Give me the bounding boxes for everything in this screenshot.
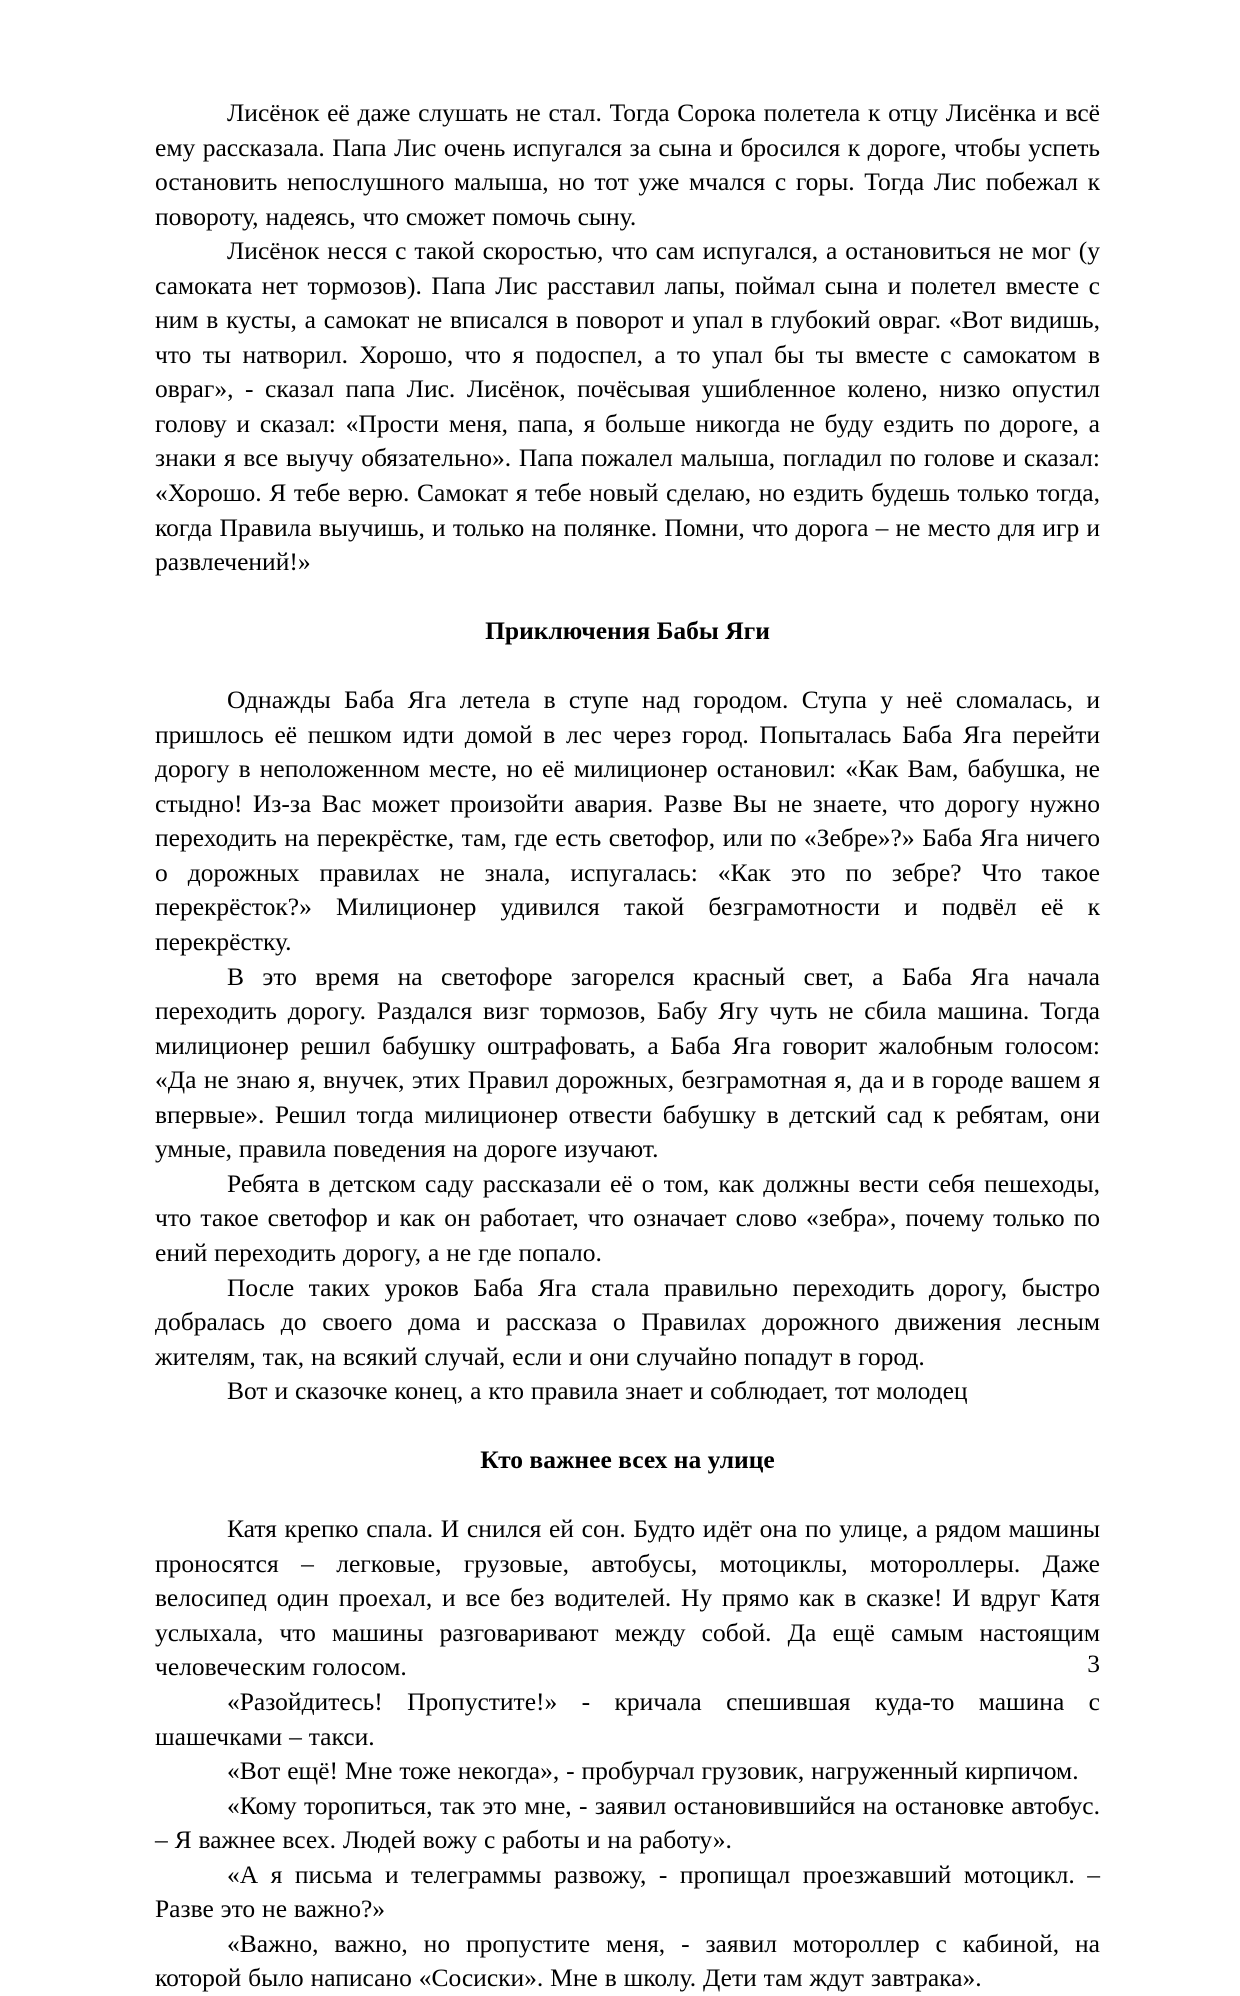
section-heading-who-is-most-important: Кто важнее всех на улице	[480, 1445, 775, 1475]
paragraph-spacer	[155, 649, 1100, 684]
paragraph: Катя крепко спала. И снился ей сон. Будто идёт она по улице, а рядом машины проносятся – легковые, грузовые, автобусы, мотоциклы, мотороллеры. Даже велосипед один проехал, и все без водителей. Ну прямо как в сказке! И вдруг Катя услыхала, что машины разговаривают между собой. Да ещё самым настоящим человеческим голосом.	[155, 1514, 1100, 1682]
paragraph: После таких уроков Баба Яга стала правильно переходить дорогу, быстро добралась до своего дома и рассказа о Правилах дорожного движения лесным жителям, так, на всякий случай, если и они случайно попадут в город.	[155, 1272, 1100, 1371]
paragraph: Лисёнок её даже слушать не стал. Тогда Сорока полетела к отцу Лисёнка и всё ему рассказала. Папа Лис очень испугался за сына и бросился к дороге, чтобы успеть остановить непослушного малыша, но тот уже мчался с горы. Тогда Лис побежал к повороту, надеясь, что сможет помочь сыну.	[155, 98, 1100, 231]
paragraph: Лисёнок несся с такой скоростью, что сам испугался, а остановиться не мог (у самоката нет тормозов). Папа Лис расставил лапы, поймал сына и полетел вместе с ним в кусты, а самокат не вписался в поворот и упал в глубокий овраг. «Вот видишь, что ты натворил. Хорошо, что я подоспел, а то упал бы ты вместе с самокатом в овраг», - сказал папа Лис. Лисёнок, почёсывая ушибленное колено, низко опустил голову и сказал: «Прости меня, папа, я больше никогда не буду ездить по дороге, а знаки я все выучу обязательно». Папа пожалел малыша, погладил по голове и сказал: «Хорошо. Я тебе верю. Самокат я тебе новый сделаю, но ездить будешь только тогда, когда Правила выучишь, и только на полянке. Помни, что дорога – не место для игр и развлечений!»	[155, 236, 1100, 577]
paragraph: В это время на светофоре загорелся красный свет, а Баба Яга начала переходить дорогу. Раздался визг тормозов, Бабу Ягу чуть не сбила машина. Тогда милиционер решил бабушку оштрафовать, а Баба Яга говорит жалобным голосом: «Да не знаю я, внучек, этих Правил дорожных, безграмотная я, да и в городе вашем я впервые». Решил тогда милиционер отвести бабушку в детский сад к ребятам, они умные, правила поведения на дороге изучают.	[155, 961, 1100, 1164]
paragraph: «Разойдитесь! Пропустите!» - кричала спешившая куда-то машина с шашечками – такси.	[155, 1686, 1100, 1751]
paragraph: Однажды Баба Яга летела в ступе над городом. Ступа у неё сломалась, и пришлось её пешком идти домой в лес через город. Попыталась Баба Яга перейти дорогу в неположенном месте, но её милиционер остановил: «Как Вам, бабушка, не стыдно! Из-за Вас может произойти авария. Разве Вы не знаете, что дорогу нужно переходить на перекрёстке, там, где есть светофор, или по «Зебре»?» Баба Яга ничего о дорожных правилах не знала, испугалась: «Как это по зебре? Что такое перекрёсток?» Милиционер удивился такой безграмотности и подвёл её к перекрёстку.	[155, 685, 1100, 957]
paragraph: «А я письма и телеграммы развожу, - пропищал проезжавший мотоцикл. – Разве это не важно?»	[155, 1859, 1100, 1924]
paragraph-spacer	[155, 1478, 1100, 1513]
paragraph-spacer	[155, 580, 1100, 615]
paragraph: Ребята в детском саду рассказали её о том, как должны вести себя пешеходы, что такое светофор и как он работает, что означает слово «зебра», почему только по ений переходить дорогу, а не где попало.	[155, 1168, 1100, 1267]
section-heading-baba-yaga: Приключения Бабы Яги	[485, 616, 770, 646]
paragraph: «Кому торопиться, так это мне, - заявил остановившийся на остановке автобус. – Я важнее всех. Людей вожу с работы и на работу».	[155, 1790, 1100, 1855]
paragraph: «Важно, важно, но пропустите меня, - заявил мотороллер с кабиной, на которой было написано «Сосиски». Мне в школу. Дети там ждут завтрака».	[155, 1928, 1100, 1993]
page-number: 3	[1087, 1648, 1100, 1678]
paragraph: Вот и сказочке конец, а кто правила знает и соблюдает, тот молодец	[227, 1376, 968, 1406]
paragraph: «Вот ещё! Мне тоже некогда», - пробурчал грузовик, нагруженный кирпичом.	[227, 1756, 1079, 1786]
paragraph-spacer	[155, 1409, 1100, 1444]
page-content	[155, 96, 1100, 1996]
